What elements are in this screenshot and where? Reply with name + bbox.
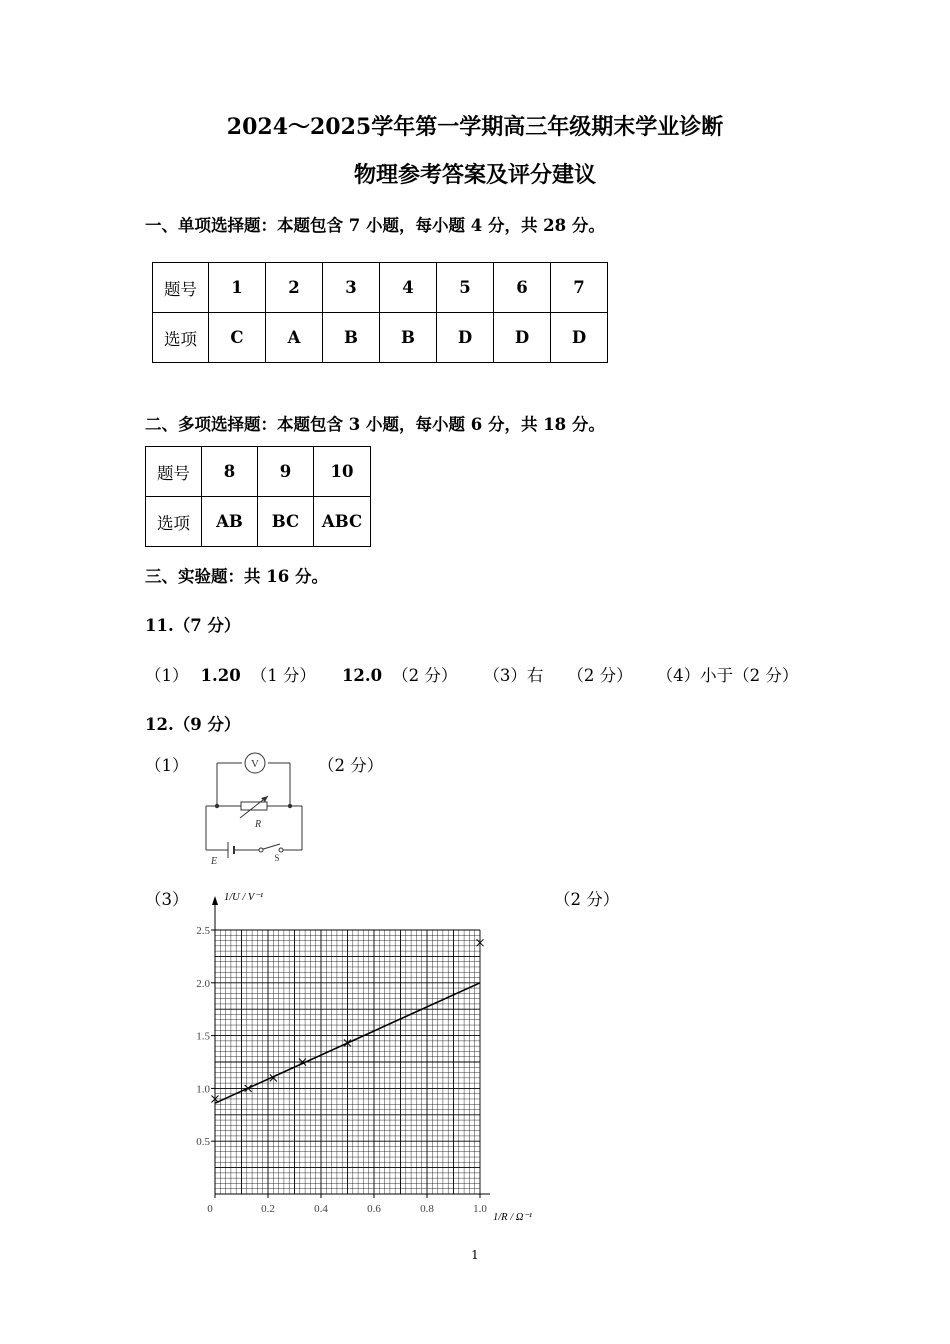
q11-score-1: （1 分） — [250, 666, 316, 685]
x-axis-label — [493, 1212, 532, 1223]
y-tick-label: 1.0 — [196, 1083, 210, 1096]
q11-value-2: 12.0 — [341, 666, 383, 685]
circuit-diagram — [198, 752, 310, 866]
q12-part3-label: （3） — [145, 890, 189, 909]
section3-heading: 三、实验题：共 16 分。 — [145, 567, 328, 586]
q12-part1-score: （2 分） — [318, 756, 384, 775]
y-axis-label — [224, 892, 263, 903]
question-number: 3 — [323, 263, 380, 313]
section1-heading: 一、单项选择题：本题包含 7 小题，每小题 4 分，共 28 分。 — [145, 216, 605, 235]
answer-cell: AB — [202, 497, 258, 547]
row-label-question: 题号 — [146, 447, 202, 497]
x-tick-label: 0.4 — [314, 1203, 328, 1215]
question-number: 4 — [380, 263, 437, 313]
section1-answer-table — [152, 262, 608, 363]
answer-cell: A — [266, 313, 323, 363]
question-number: 2 — [266, 263, 323, 313]
q11-score-3: （2 分） — [567, 666, 633, 685]
rheostat-icon — [241, 802, 267, 810]
question-number: 9 — [258, 447, 314, 497]
question-number: 7 — [551, 263, 608, 313]
x-tick-label: 0 — [207, 1203, 213, 1215]
q12-part3-score: （2 分） — [554, 890, 620, 909]
resistor-label: R — [254, 819, 262, 830]
q11-heading: 11.（7 分） — [145, 616, 241, 635]
q11-answer-line — [145, 662, 798, 686]
question-number: 6 — [494, 263, 551, 313]
q11-part3: （3）右 — [483, 666, 544, 685]
x-tick-label: 0.6 — [367, 1203, 381, 1215]
y-tick-label: 2.0 — [196, 977, 210, 990]
document-title: 2024～2025学年第一学期高三年级期末学业诊断 — [226, 114, 724, 140]
answer-cell: ABC — [314, 497, 371, 547]
switch-icon — [259, 848, 263, 852]
q11-part1-label: （1） — [145, 666, 189, 685]
q12-part1-label: （1） — [145, 756, 189, 775]
x-axis-label-text: 1/R / Ω⁻¹ — [493, 1212, 533, 1223]
question-number: 8 — [202, 447, 258, 497]
x-tick-label: 0.8 — [420, 1203, 434, 1215]
y-axis-arrow — [212, 896, 218, 905]
y-axis-label-text: 1/U / V⁻¹ — [224, 892, 264, 903]
row-label-answer: 选项 — [153, 313, 209, 363]
answer-cell: D — [551, 313, 608, 363]
y-tick-label: 0.5 — [196, 1136, 210, 1149]
answer-cell: D — [494, 313, 551, 363]
answer-cell: C — [209, 313, 266, 363]
switch-label: S — [274, 853, 280, 863]
x-tick-label: 1.0 — [473, 1203, 487, 1215]
x-tick-label: 0.2 — [261, 1203, 275, 1215]
row-label-question: 题号 — [153, 263, 209, 313]
question-number: 10 — [314, 447, 371, 497]
y-tick-label: 1.5 — [196, 1030, 210, 1043]
document-subtitle: 物理参考答案及评分建议 — [353, 162, 596, 188]
voltmeter-label: V — [251, 758, 259, 770]
chart-grid — [215, 930, 480, 1194]
section2-answer-table — [145, 446, 371, 547]
graph-1U-vs-1R — [180, 880, 550, 1235]
answer-cell: B — [323, 313, 380, 363]
q12-heading: 12.（9 分） — [145, 715, 241, 734]
q11-value-1: 1.20 — [200, 666, 241, 685]
q11-score-2: （2 分） — [392, 666, 458, 685]
section2-heading: 二、多项选择题：本题包含 3 小题，每小题 6 分，共 18 分。 — [145, 415, 605, 434]
q11-part4: （4）小于（2 分） — [656, 666, 799, 685]
answer-cell: BC — [258, 497, 314, 547]
answer-cell: B — [380, 313, 437, 363]
answer-cell: D — [437, 313, 494, 363]
question-number: 5 — [437, 263, 494, 313]
row-label-answer: 选项 — [146, 497, 202, 547]
battery-label: E — [210, 856, 218, 866]
question-number: 1 — [209, 263, 266, 313]
y-tick-label: 2.5 — [196, 925, 210, 937]
page-number: 1 — [471, 1248, 479, 1262]
